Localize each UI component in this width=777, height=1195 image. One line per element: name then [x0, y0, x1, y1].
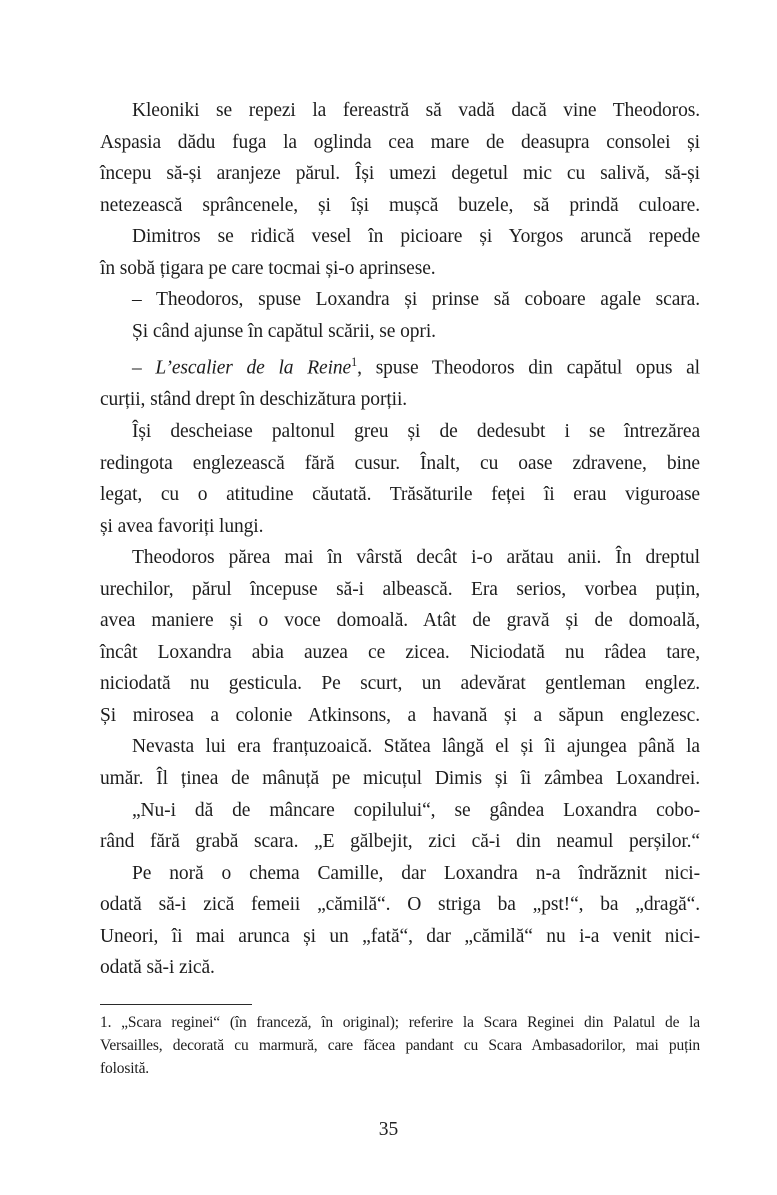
body-text-line: [100, 605, 700, 637]
body-text-line: [100, 190, 700, 222]
text-segment: netezească sprâncenele, și își mușcă buzele, să prindă culoare.: [100, 194, 700, 216]
body-text-line: [100, 795, 700, 827]
text-segment: și avea favoriți lungi.: [100, 515, 264, 537]
text-segment: Își descheiase paltonul greu și de dedesubt i se întrezărea: [132, 420, 700, 442]
body-text-line: [100, 479, 700, 511]
body-text-line: [100, 316, 700, 348]
footnote-line: [100, 1057, 700, 1080]
body-text-line: [100, 637, 700, 669]
body-text: [100, 95, 700, 984]
body-text-line: [100, 127, 700, 159]
body-text-line: [100, 95, 700, 127]
body-text-line: [100, 511, 700, 543]
text-segment: folosită.: [100, 1060, 150, 1078]
text-segment: , spuse Theodoros din capătul opus al: [357, 357, 700, 379]
text-segment: –: [132, 357, 156, 379]
text-segment: Nevasta lui era franțuzoaică. Stătea lângă el și îi ajungea până la: [132, 736, 700, 758]
text-segment: Theodoros părea mai în vârstă decât i-o arătau anii. În dreptul: [132, 547, 700, 569]
footnote-reference-superscript: 1: [351, 355, 358, 370]
body-text-line: [100, 889, 700, 921]
text-segment: odată să-i zică.: [100, 957, 215, 979]
body-text-line: [100, 416, 700, 448]
body-text-line: [100, 574, 700, 606]
text-segment: „Nu-i dă de mâncare copilului“, se gândea Loxandra cobo-: [132, 799, 700, 821]
text-segment: Pe noră o chema Camille, dar Loxandra n-a îndrăznit nici-: [132, 862, 700, 884]
page-number: 35: [378, 1119, 399, 1140]
text-segment: Kleoniki se repezi la fereastră să vadă dacă vine Theodoros.: [132, 100, 700, 121]
body-text-line: [100, 448, 700, 480]
body-text-line: [100, 826, 700, 858]
text-segment: umăr. Îl ținea de mânuță pe micuțul Dimis și îi zâmbea Loxandrei.: [100, 767, 700, 789]
body-text-line: [100, 542, 700, 574]
text-segment: – Theodoros, spuse Loxandra și prinse să coboare agale scara.: [132, 289, 700, 311]
text-segment: încât Loxandra abia auzea ce zicea. Niciodată nu râdea tare,: [100, 641, 700, 663]
footnote: [100, 1011, 700, 1081]
text-segment: rând fără grabă scara. „E gălbejit, zici că-i din neamul perșilor.“: [100, 831, 700, 853]
body-text-line: [100, 731, 700, 763]
body-text-line: [100, 384, 700, 416]
footnote-line: [100, 1011, 700, 1034]
body-text-line: [100, 284, 700, 316]
text-segment: Aspasia dădu fuga la oglinda cea mare de deasupra consolei și: [100, 131, 700, 153]
body-text-line: [100, 952, 700, 984]
footnote-separator: [100, 1004, 252, 1005]
text-segment: începu să-și aranjeze părul. Își umezi degetul mic cu salivă, să-și: [100, 163, 700, 185]
italic-phrase: L’escalier de la Reine: [155, 357, 352, 379]
text-segment: Și mirosea a colonie Atkinsons, a havană și a săpun englezesc.: [100, 704, 700, 726]
text-segment: avea maniere și o voce domoală. Atât de gravă și de domoală,: [100, 610, 700, 632]
text-segment: Dimitros se ridică vesel în picioare și Yorgos aruncă repede: [132, 226, 700, 248]
text-segment: Uneori, îi mai arunca și un „fată“, dar „cămilă“ nu i-a venit nici-: [100, 925, 700, 947]
body-text-line: [100, 158, 700, 190]
body-text-line: [100, 921, 700, 953]
body-text-line: [100, 858, 700, 890]
text-segment: urechilor, părul începuse să-i albească. Era serios, vorbea puțin,: [100, 578, 700, 600]
text-segment: Și când ajunse în capătul scării, se opri.: [132, 320, 436, 342]
text-segment: odată să-i zică femeii „cămilă“. O striga ba „pst!“, ba „dragă“.: [100, 894, 700, 916]
body-text-line: [100, 221, 700, 253]
body-text-line: [100, 347, 700, 384]
text-segment: niciodată nu gesticula. Pe scurt, un adevărat gentleman englez.: [100, 673, 700, 695]
body-text-line: [100, 668, 700, 700]
body-text-line: [100, 700, 700, 732]
text-segment: în sobă țigara pe care tocmai și-o aprinsese.: [100, 257, 436, 279]
body-text-line: [100, 763, 700, 795]
body-text-line: [100, 253, 700, 285]
text-segment: redingota englezească fără cusur. Înalt, cu oase zdravene, bine: [100, 452, 700, 474]
text-segment: curții, stând drept în deschizătura porții.: [100, 389, 408, 411]
text-segment: legat, cu o atitudine căutată. Trăsăturile feței îi erau viguroase: [100, 484, 700, 506]
footnote-line: [100, 1034, 700, 1057]
text-segment: Versailles, decorată cu marmură, care făcea pandant cu Scara Ambasadorilor, mai puțin: [100, 1037, 700, 1055]
text-segment: 1. „Scara reginei“ (în franceză, în original); referire la Scara Reginei din Palatul de la: [100, 1014, 700, 1031]
